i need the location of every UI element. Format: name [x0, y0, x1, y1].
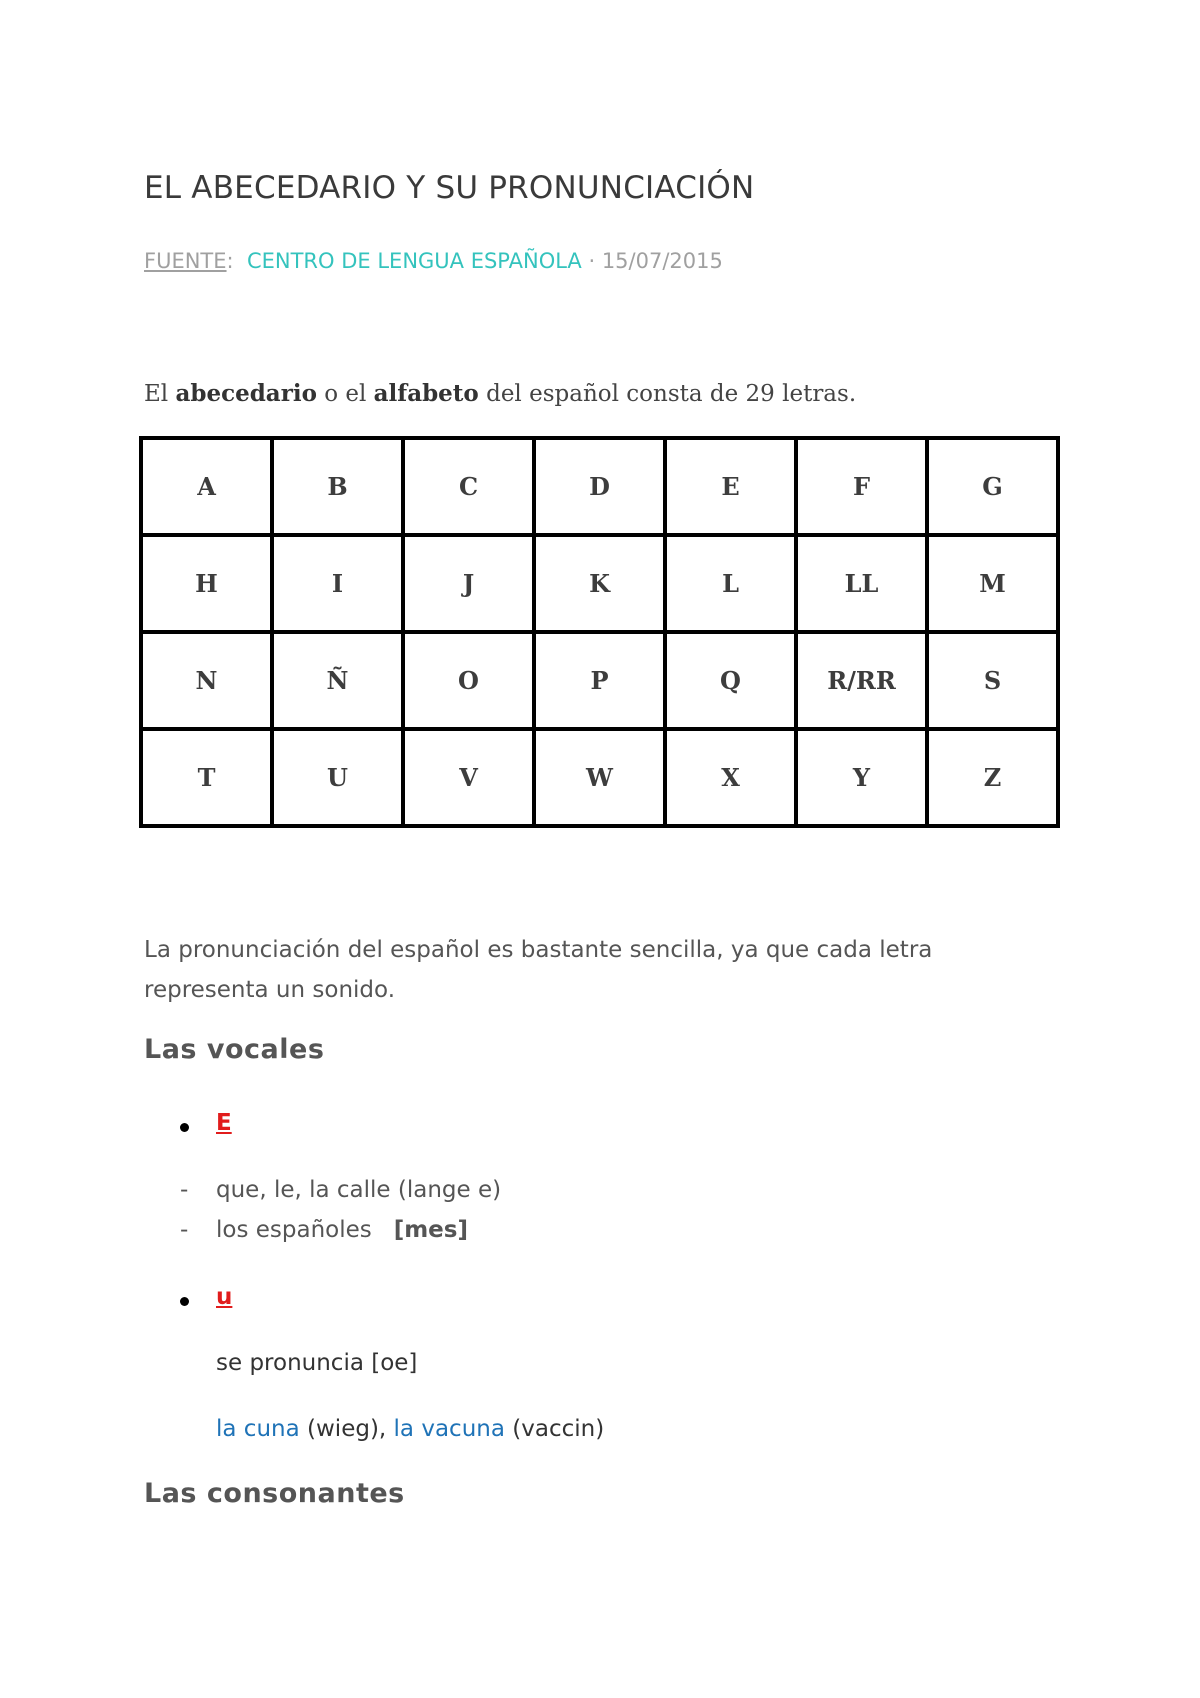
vowel-e-example-1 [180, 1177, 501, 1203]
intro-bold-alfabeto: alfabeto [373, 380, 479, 407]
alphabet-cell: M [927, 535, 1058, 632]
alphabet-cell: Q [665, 632, 796, 729]
dash-marker: - [180, 1177, 189, 1203]
source-label-link[interactable]: FUENTE [144, 249, 227, 273]
article-date: 15/07/2015 [601, 249, 723, 273]
pronunciation-paragraph: La pronunciación del español es bastante sencilla, ya que cada letra representa un sonido. [144, 937, 933, 1003]
source-separator: : [226, 249, 234, 273]
article-source-line [144, 249, 723, 273]
alphabet-cell: G [927, 438, 1058, 535]
consonants-heading: Las consonantes [144, 1478, 405, 1509]
vowel-u-link[interactable]: u [216, 1284, 233, 1310]
example-vaccin: (vaccin) [504, 1416, 605, 1442]
source-name-link[interactable]: CENTRO DE LENGUA ESPAÑOLA [246, 249, 582, 273]
alphabet-cell: T [141, 729, 272, 826]
alphabet-cell: C [403, 438, 534, 535]
alphabet-cell: A [141, 438, 272, 535]
alphabet-cell: N [141, 632, 272, 729]
alphabet-cell: K [534, 535, 665, 632]
alphabet-cell: P [534, 632, 665, 729]
alphabet-cell: D [534, 438, 665, 535]
article-title: EL ABECEDARIO Y SU PRONUNCIACIÓN [144, 170, 755, 206]
alphabet-cell: U [272, 729, 403, 826]
alphabet-cell: F [796, 438, 927, 535]
alphabet-cell: L [665, 535, 796, 632]
alphabet-cell: Ñ [272, 632, 403, 729]
alphabet-cell: H [141, 535, 272, 632]
intro-text-2: o el [316, 381, 374, 407]
intro-sentence [144, 380, 856, 407]
alphabet-cell: V [403, 729, 534, 826]
table-row [141, 438, 1058, 535]
vowel-e-example-2-text: los españoles [216, 1217, 372, 1243]
alphabet-cell: R/RR [796, 632, 927, 729]
alphabet-cell: S [927, 632, 1058, 729]
example-la-cuna: la cuna [216, 1416, 300, 1442]
table-row [141, 729, 1058, 826]
vowels-heading: Las vocales [144, 1034, 325, 1065]
vowel-e-link[interactable]: E [216, 1110, 232, 1136]
table-row [141, 535, 1058, 632]
vowel-u-examples [216, 1416, 604, 1442]
alphabet-cell: O [403, 632, 534, 729]
intro-text-1: El [144, 381, 176, 407]
alphabet-cell: W [534, 729, 665, 826]
table-row [141, 632, 1058, 729]
bullet-e [180, 1123, 189, 1132]
intro-text-3: del español consta de 29 letras. [478, 381, 857, 407]
alphabet-cell: I [272, 535, 403, 632]
vowel-u-pronunciation: se pronuncia [oe] [216, 1350, 418, 1376]
alphabet-cell: B [272, 438, 403, 535]
alphabet-cell: X [665, 729, 796, 826]
dash-marker: - [180, 1217, 189, 1243]
alphabet-cell: LL [796, 535, 927, 632]
alphabet-cell: J [403, 535, 534, 632]
vowel-e-example-2-bold: [mes] [393, 1217, 468, 1243]
alphabet-cell: E [665, 438, 796, 535]
bullet-u [180, 1297, 189, 1306]
intro-bold-abecedario: abecedario [175, 380, 317, 407]
example-la-vacuna: la vacuna [393, 1416, 505, 1442]
alphabet-cell: Z [927, 729, 1058, 826]
alphabet-cell: Y [796, 729, 927, 826]
example-wieg: (wieg), [299, 1416, 394, 1442]
vowel-e-example-2 [180, 1217, 468, 1243]
alphabet-table [139, 436, 1060, 828]
date-separator: · [581, 249, 602, 273]
vowel-e-example-1-text: que, le, la calle (lange e) [216, 1177, 502, 1203]
